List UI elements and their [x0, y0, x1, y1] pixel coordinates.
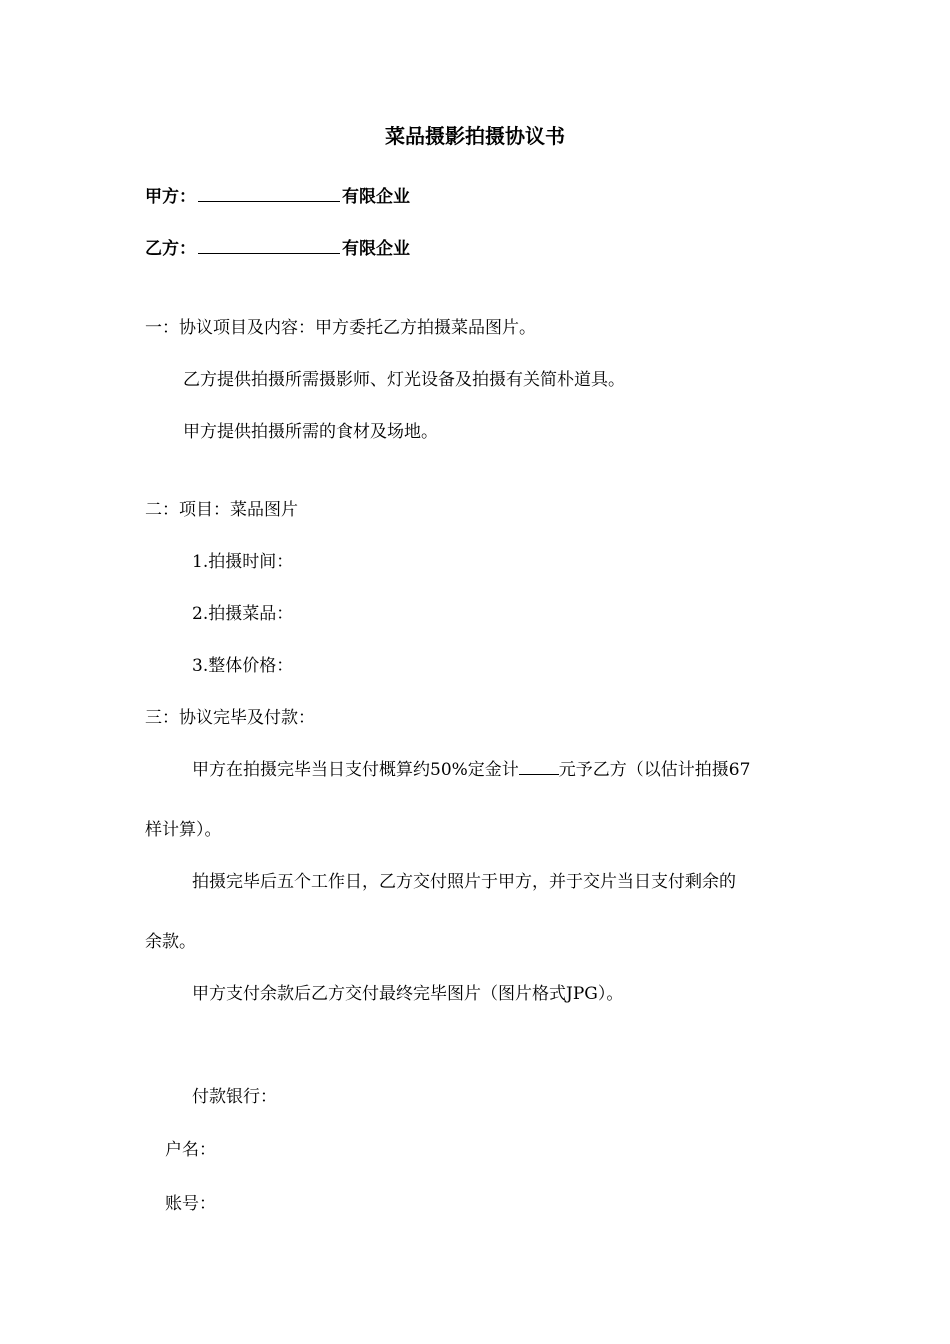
paragraph-1-start: 甲方在拍摄完毕当日支付概算约50%定金计 [192, 760, 519, 780]
section1-line-1: 乙方提供拍摄所需摄影师、灯光设备及拍摄有关简朴道具。 [183, 370, 625, 390]
section3-heading: 三：协议完毕及付款： [145, 708, 315, 728]
paragraph-1-end: 元予乙方（以估计拍摄67 [558, 760, 751, 780]
party-a-label: 甲方： [145, 187, 196, 207]
party-b-suffix: 有限企业 [342, 239, 410, 259]
section2-item-3: 3.整体价格： [192, 656, 294, 676]
party-a-suffix: 有限企业 [342, 187, 410, 207]
party-a-line [145, 184, 410, 209]
account-name-label: 户名： [165, 1140, 216, 1160]
section2-heading: 二：项目：菜品图片 [145, 500, 298, 520]
party-b-blank [198, 236, 340, 254]
section3-paragraph-2: 拍摄完毕后五个工作日，乙方交付照片于甲方，并于交片当日支付剩余的 [192, 872, 736, 892]
section2-item-2: 2.拍摄菜品： [192, 604, 294, 624]
account-number-label: 账号： [165, 1194, 216, 1214]
document-title: 菜品摄影拍摄协议书 [385, 124, 565, 148]
party-b-label: 乙方： [145, 239, 196, 259]
section3-paragraph-3: 甲方支付余款后乙方交付最终完毕图片（图片格式JPG）。 [192, 984, 624, 1004]
party-a-blank [198, 184, 340, 202]
section1-line-2: 甲方提供拍摄所需的食材及场地。 [183, 422, 438, 442]
section2-item-1: 1.拍摄时间： [192, 552, 294, 572]
section3-paragraph-1 [192, 758, 750, 782]
party-b-line [145, 236, 410, 261]
section3-paragraph-2-cont: 余款。 [145, 932, 196, 952]
section1-heading: 一：协议项目及内容：甲方委托乙方拍摄菜品图片。 [145, 318, 536, 338]
bank-label: 付款银行： [192, 1087, 277, 1107]
deposit-amount-blank [519, 758, 559, 775]
section3-paragraph-1-cont: 样计算）。 [145, 820, 222, 840]
